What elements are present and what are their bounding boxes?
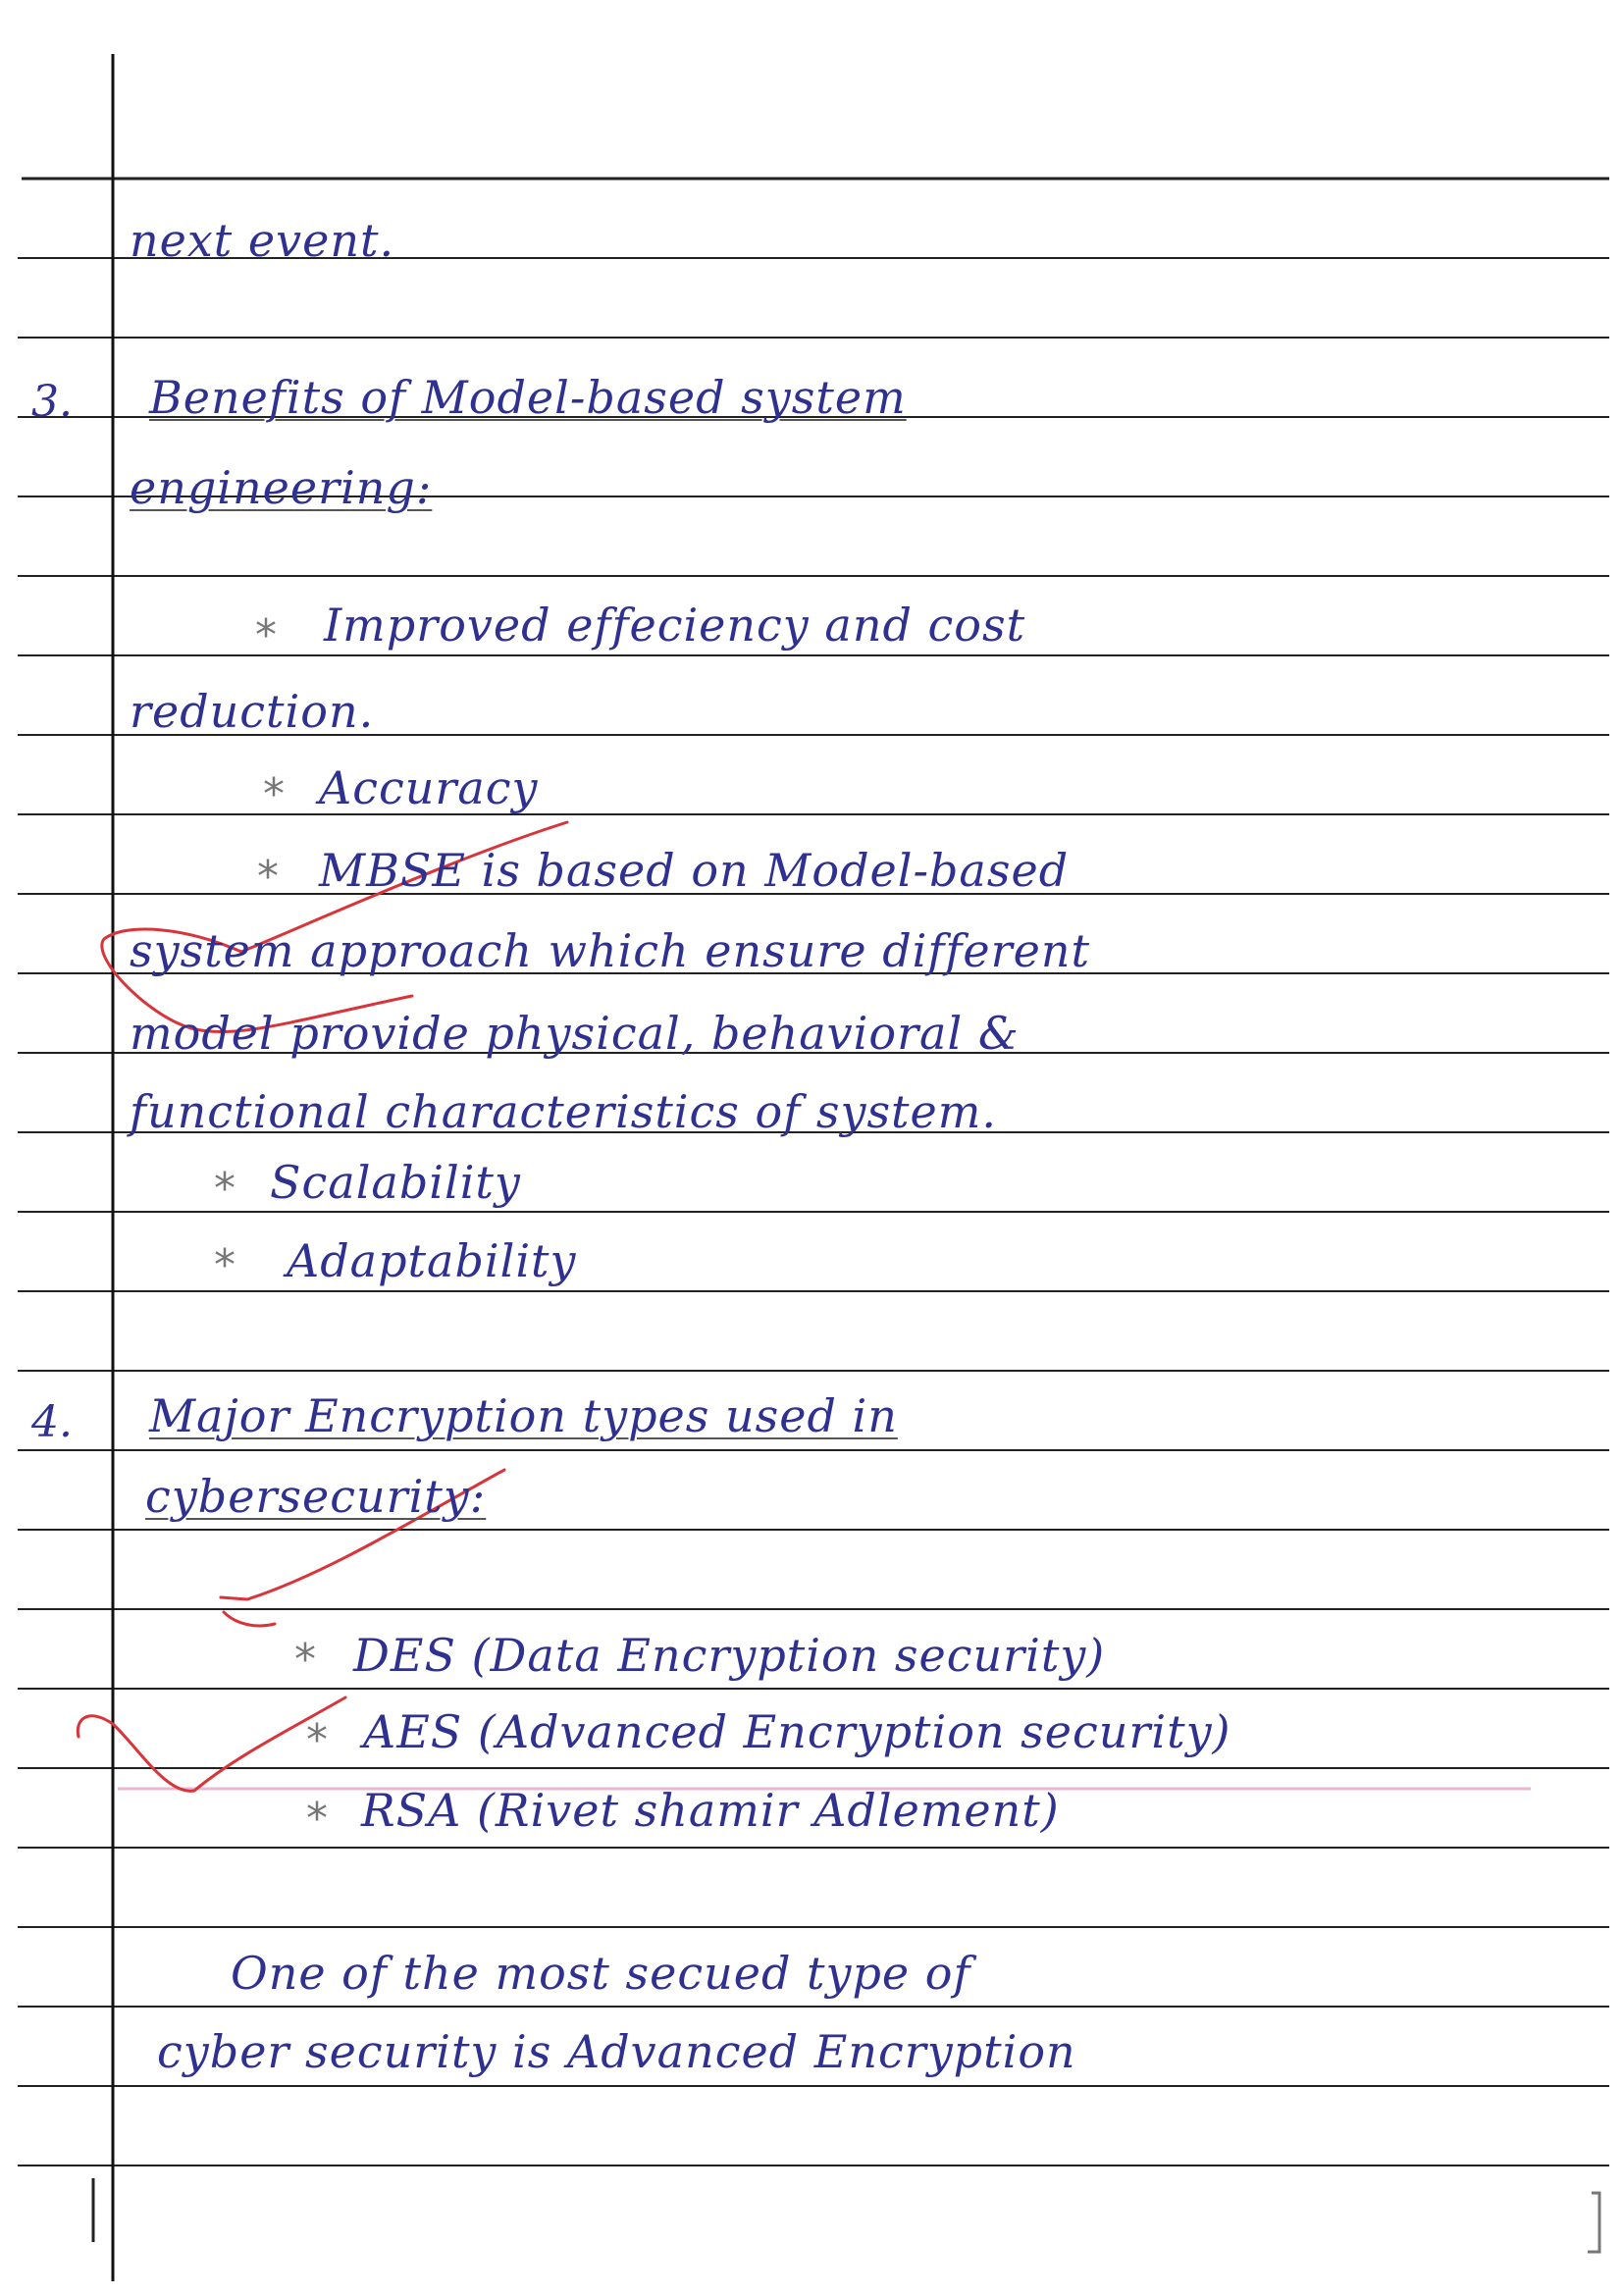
continuation-text: next event. [130,214,395,267]
conclusion-line1: One of the most secued type of [231,1947,971,2000]
point-accuracy: Accuracy [319,761,539,814]
encryption-des: DES (Data Encryption security) [353,1629,1106,1682]
bullet-star: * [214,1164,236,1214]
bullet-star: * [294,1635,316,1685]
encryption-aes: AES (Advanced Encryption security) [363,1705,1231,1758]
bullet-star: * [306,1794,328,1844]
section-4-heading-line2: cybersecurity: [145,1470,487,1523]
point-improved-efficiency: Improved effeciency and cost [324,599,1026,652]
section-4-heading-line1: Major Encryption types used in [149,1389,898,1442]
conclusion-line2: cyber security is Advanced Encryption [157,2025,1076,2078]
point-scalability: Scalability [270,1156,521,1209]
encryption-rsa: RSA (Rivet shamir Adlement) [361,1784,1060,1837]
bullet-star: * [263,769,285,819]
point-mbse-line4: functional characteristics of system. [130,1085,998,1138]
bullet-star: * [306,1715,328,1765]
point-adaptability: Adaptability [287,1234,577,1287]
section-4-number: 4. [31,1397,73,1447]
section-3-heading-line1: Benefits of Model-based system [149,371,907,424]
bottom-right-bracket [1588,2193,1599,2252]
bullet-star: * [214,1240,236,1290]
point-mbse-line3: model provide physical, behavioral & [130,1007,1020,1060]
point-improved-efficiency-continuation: reduction. [130,685,375,738]
bullet-star: * [257,852,279,902]
bullet-star: * [255,610,277,660]
point-mbse-line1: MBSE is based on Model-based [319,844,1070,897]
section-3-number: 3. [31,377,73,427]
grader-tick-mark-2b [224,1612,275,1626]
section-3-heading-line2: engineering: [130,461,433,514]
point-mbse-line2: system approach which ensure different [130,924,1090,977]
